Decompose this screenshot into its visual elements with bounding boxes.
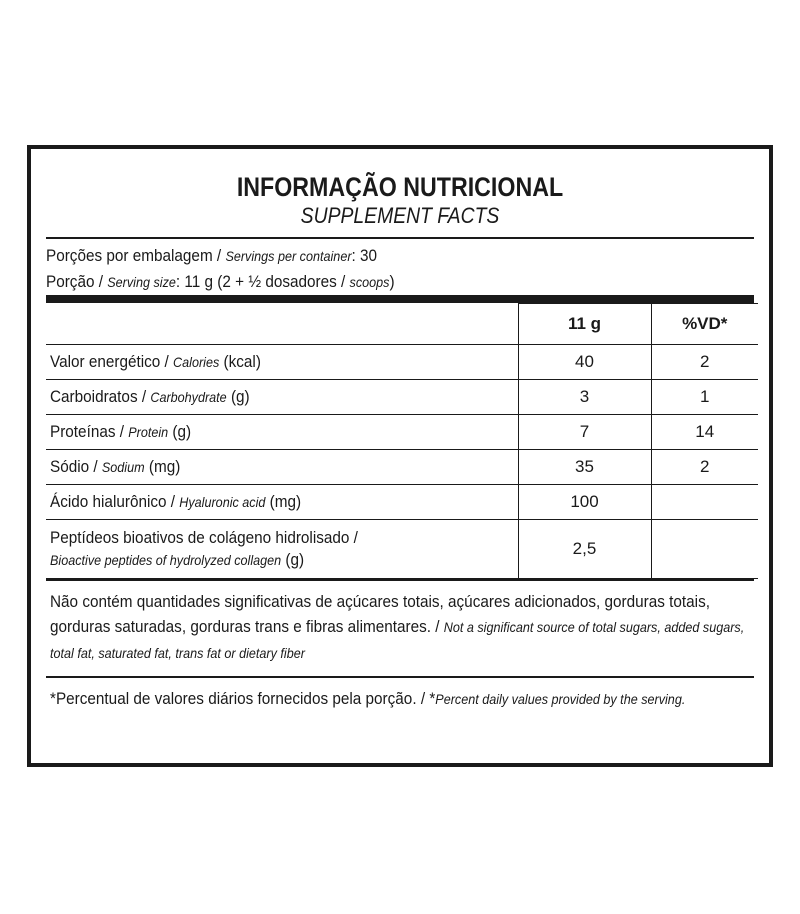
not-significant-note bbox=[46, 579, 754, 676]
nutrient-name-en: Carbohydrate bbox=[150, 389, 227, 405]
nutrient-amount: 7 bbox=[518, 415, 651, 450]
nutrient-unit: (kcal) bbox=[219, 352, 261, 371]
nutrient-name-pt: Ácido hialurônico / bbox=[50, 492, 180, 511]
table-row bbox=[46, 485, 758, 520]
nutrient-name-en: Hyaluronic acid bbox=[179, 494, 266, 510]
label-subtitle: SUPPLEMENT FACTS bbox=[300, 203, 500, 228]
nutrient-vd: 1 bbox=[651, 380, 758, 415]
nutrient-vd: 2 bbox=[651, 345, 758, 380]
servings-per-container-pt: Porções por embalagem / bbox=[46, 246, 226, 265]
nutrition-facts-label bbox=[27, 145, 773, 767]
table-row bbox=[46, 450, 758, 485]
nutrient-vd bbox=[651, 485, 758, 520]
servings-per-container-en: Servings per container bbox=[225, 248, 352, 264]
nutrient-amount: 100 bbox=[518, 485, 651, 520]
nutrient-vd: 14 bbox=[651, 415, 758, 450]
nutrient-name-en: Bioactive peptides of hydrolyzed collagen bbox=[50, 552, 282, 568]
nutrient-name-pt: Peptídeos bioativos de colágeno hidrolisado / bbox=[50, 528, 358, 547]
nutrient-unit: (mg) bbox=[265, 492, 302, 511]
column-header-vd: %VD* bbox=[651, 304, 758, 345]
serving-size-scoops: scoops bbox=[349, 274, 390, 290]
nutrient-name-pt: Valor energético / bbox=[50, 352, 174, 371]
nutrient-name-pt: Proteínas / bbox=[50, 422, 129, 441]
nutrient-amount: 3 bbox=[518, 380, 651, 415]
nutrient-name bbox=[46, 520, 518, 579]
nutrient-name-en: Sodium bbox=[101, 459, 145, 475]
table-row bbox=[46, 415, 758, 450]
nutrient-name-en: Calories bbox=[173, 354, 220, 370]
nutrient-name bbox=[46, 415, 518, 450]
nutrient-name bbox=[46, 450, 518, 485]
serving-size-close: ) bbox=[389, 272, 395, 291]
servings-per-container-value: : 30 bbox=[351, 246, 378, 265]
nutrient-name bbox=[46, 380, 518, 415]
table-header-row bbox=[46, 304, 758, 345]
nutrient-unit: (g) bbox=[226, 387, 250, 406]
label-title: INFORMAÇÃO NUTRICIONAL bbox=[236, 172, 564, 202]
serving-size-pt: Porção / bbox=[46, 272, 108, 291]
percent-daily-pt: *Percentual de valores diários fornecidos pela porção. / * bbox=[50, 689, 436, 708]
nutrient-name-pt: Sódio / bbox=[50, 457, 102, 476]
percent-daily-en: Percent daily values provided by the serving. bbox=[435, 691, 686, 707]
servings-info bbox=[46, 237, 754, 295]
not-significant-en: Not a significant source of total sugars, added sugars, total fat, saturated fat, trans fat or dietary fiber bbox=[50, 619, 745, 661]
table-row bbox=[46, 380, 758, 415]
thick-divider bbox=[46, 295, 754, 303]
nutrient-table bbox=[46, 303, 758, 579]
nutrient-amount: 2,5 bbox=[518, 520, 651, 579]
percent-daily-note bbox=[46, 676, 754, 720]
nutrient-name bbox=[46, 485, 518, 520]
serving-size-en: Serving size bbox=[107, 274, 176, 290]
column-header-amount: 11 g bbox=[518, 304, 651, 345]
nutrient-unit: (g) bbox=[168, 422, 192, 441]
nutrient-unit: (mg) bbox=[144, 457, 181, 476]
nutrient-vd: 2 bbox=[651, 450, 758, 485]
label-header bbox=[31, 149, 769, 237]
serving-size-value: : 11 g (2 + ½ dosadores / bbox=[175, 272, 350, 291]
nutrient-unit: (g) bbox=[281, 550, 305, 569]
table-row bbox=[46, 345, 758, 380]
servings-per-container bbox=[46, 243, 683, 269]
table-row bbox=[46, 520, 758, 579]
nutrient-vd bbox=[651, 520, 758, 579]
nutrient-name bbox=[46, 345, 518, 380]
nutrient-amount: 35 bbox=[518, 450, 651, 485]
nutrient-name-pt: Carboidratos / bbox=[50, 387, 151, 406]
not-significant-pt: Não contém quantidades significativas de açúcares totais, açúcares adicionados, gorduras totais, gorduras saturadas, gorduras trans e fibras alimentares. / bbox=[50, 592, 710, 636]
serving-size bbox=[46, 269, 683, 295]
nutrient-name-en: Protein bbox=[128, 424, 169, 440]
table-corner bbox=[46, 304, 518, 345]
nutrient-amount: 40 bbox=[518, 345, 651, 380]
